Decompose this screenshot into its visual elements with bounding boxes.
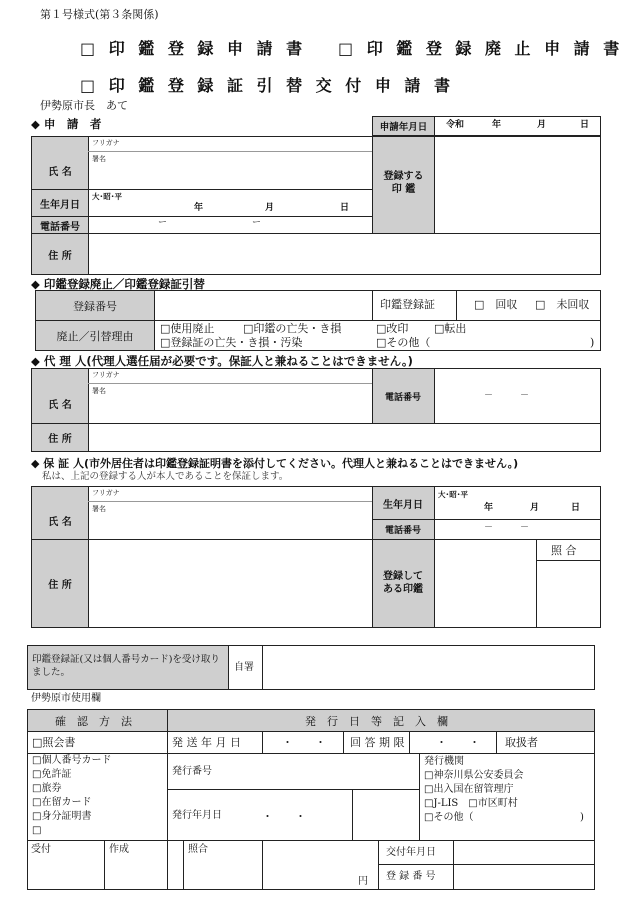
guarantor-address-field[interactable] <box>92 544 368 624</box>
inquiry-checkbox[interactable]: □照会書 <box>32 736 76 749</box>
guarantor-seal-label: 登録して ある印鑑 <box>383 571 423 595</box>
guarantor-statement: 私は、上記の登録する人が本人であることを保証します。 <box>42 471 289 482</box>
issuer-other[interactable]: □その他（ <box>424 812 474 823</box>
guarantor-section-title: ◆ 保 証 人(市外居住者は印鑑登録証明書を添付してください。代理人と兼ねることはできません。) <box>31 457 519 470</box>
issue-info-header: 発 行 日 等 記 入 欄 <box>305 715 448 728</box>
id-mynumber[interactable]: □個人番号カード <box>32 755 112 766</box>
applicant-phone-label: 電話番号 <box>40 221 80 233</box>
office-use-title: 伊勢原市使用欄 <box>31 693 101 704</box>
application-date-label: 申請年月日 <box>379 122 428 133</box>
applicant-birth-label: 生年月日 <box>40 199 80 211</box>
issue-date-label: 発行年月日 <box>172 810 222 821</box>
check-label: 照 合 <box>551 544 577 557</box>
reason-seal-change[interactable]: □改印 <box>376 322 409 335</box>
applicant-section-title: ◆ 申 請 者 <box>31 117 102 131</box>
guarantor-phone-label: 電話番号 <box>384 526 421 536</box>
handler-label: 取扱者 <box>505 736 538 749</box>
created-label: 作成 <box>109 844 129 855</box>
reason-card-lost[interactable]: □登録証の亡失・き損・汚染 <box>160 336 303 349</box>
guarantor-name-label: 氏 名 <box>48 517 72 528</box>
addressee: 伊勢原市長 あて <box>40 99 128 112</box>
seal-label: 登録する 印 鑑 <box>383 171 424 195</box>
issuer-jlis[interactable]: □J-LIS □市区町村 <box>424 798 518 809</box>
title-abolish: □ 印 鑑 登 録 廃 止 申 請 書 <box>338 39 624 58</box>
abolish-section-title: ◆ 印鑑登録廃止／印鑑登録証引替 <box>31 277 205 291</box>
title-register: □ 印 鑑 登 録 申 請 書 <box>80 39 307 58</box>
applicant-address-field[interactable] <box>92 236 592 272</box>
check-method-header: 確 認 方 法 <box>55 715 132 728</box>
reason-move-out[interactable]: □転出 <box>434 322 467 335</box>
id-license[interactable]: □免許証 <box>32 769 72 780</box>
self-sign-label: 自署 <box>234 662 254 673</box>
form-number: 第１号様式(第３条関係) <box>40 8 159 21</box>
yen-label: 円 <box>358 876 368 887</box>
guarantor-name-field[interactable] <box>100 506 360 536</box>
matched-label: 照合 <box>188 844 208 855</box>
office-reg-number-label: 登 録 番 号 <box>386 871 436 882</box>
send-date-label: 発 送 年 月 日 <box>172 736 241 749</box>
self-sign-field[interactable] <box>266 649 590 687</box>
card-issue-date-label: 交付年月日 <box>386 847 436 858</box>
not-collected-checkbox[interactable]: □ 未回収 <box>535 298 590 311</box>
guarantor-birth-label: 生年月日 <box>383 499 423 511</box>
reg-number-label: 登録番号 <box>73 299 117 313</box>
agent-section-title: ◆ 代 理 人(代理人選任届が必要です。保証人と兼ねることはできません。) <box>31 354 413 368</box>
title-reissue: □ 印 鑑 登 録 証 引 替 交 付 申 請 書 <box>80 76 454 95</box>
id-other[interactable]: □ <box>32 825 42 836</box>
agent-address-field[interactable] <box>92 426 592 450</box>
agent-phone-label: 電話番号 <box>384 392 421 403</box>
applicant-name-label: 氏 名 <box>48 167 72 178</box>
card-label: 印鑑登録証 <box>380 298 435 311</box>
reason-label: 廃止／引替理由 <box>56 329 134 343</box>
reply-limit-label: 回 答 期 限 <box>350 736 405 749</box>
agent-name-label: 氏 名 <box>48 400 72 411</box>
issuer-title: 発行機関 <box>424 756 464 767</box>
issue-number-label: 発行番号 <box>172 766 212 777</box>
applicant-address-label: 住 所 <box>48 250 72 262</box>
era-reiwa: 令和 <box>446 120 465 130</box>
reason-seal-lost[interactable]: □印鑑の亡失・き損 <box>243 322 342 335</box>
guarantor-address-label: 住 所 <box>48 580 72 591</box>
issuer-immigration[interactable]: □出入国在留管理庁 <box>424 784 514 795</box>
id-passport[interactable]: □旅券 <box>32 783 62 794</box>
agent-address-label: 住 所 <box>48 434 72 445</box>
reason-discontinue[interactable]: □使用廃止 <box>160 322 215 335</box>
id-certificate[interactable]: □身分証明書 <box>32 811 92 822</box>
collected-checkbox[interactable]: □ 回収 <box>474 298 518 311</box>
received-label: 受付 <box>31 844 51 855</box>
issuer-police[interactable]: □神奈川県公安委員会 <box>424 770 524 781</box>
reason-other[interactable]: □その他（ <box>376 336 431 349</box>
applicant-name-field[interactable] <box>100 156 360 186</box>
id-residence-card[interactable]: □在留カード <box>32 797 92 808</box>
receipt-text: 印鑑登録証(又は個人番号カード)を受け取りました。 <box>32 654 220 679</box>
agent-name-field[interactable] <box>100 388 360 420</box>
